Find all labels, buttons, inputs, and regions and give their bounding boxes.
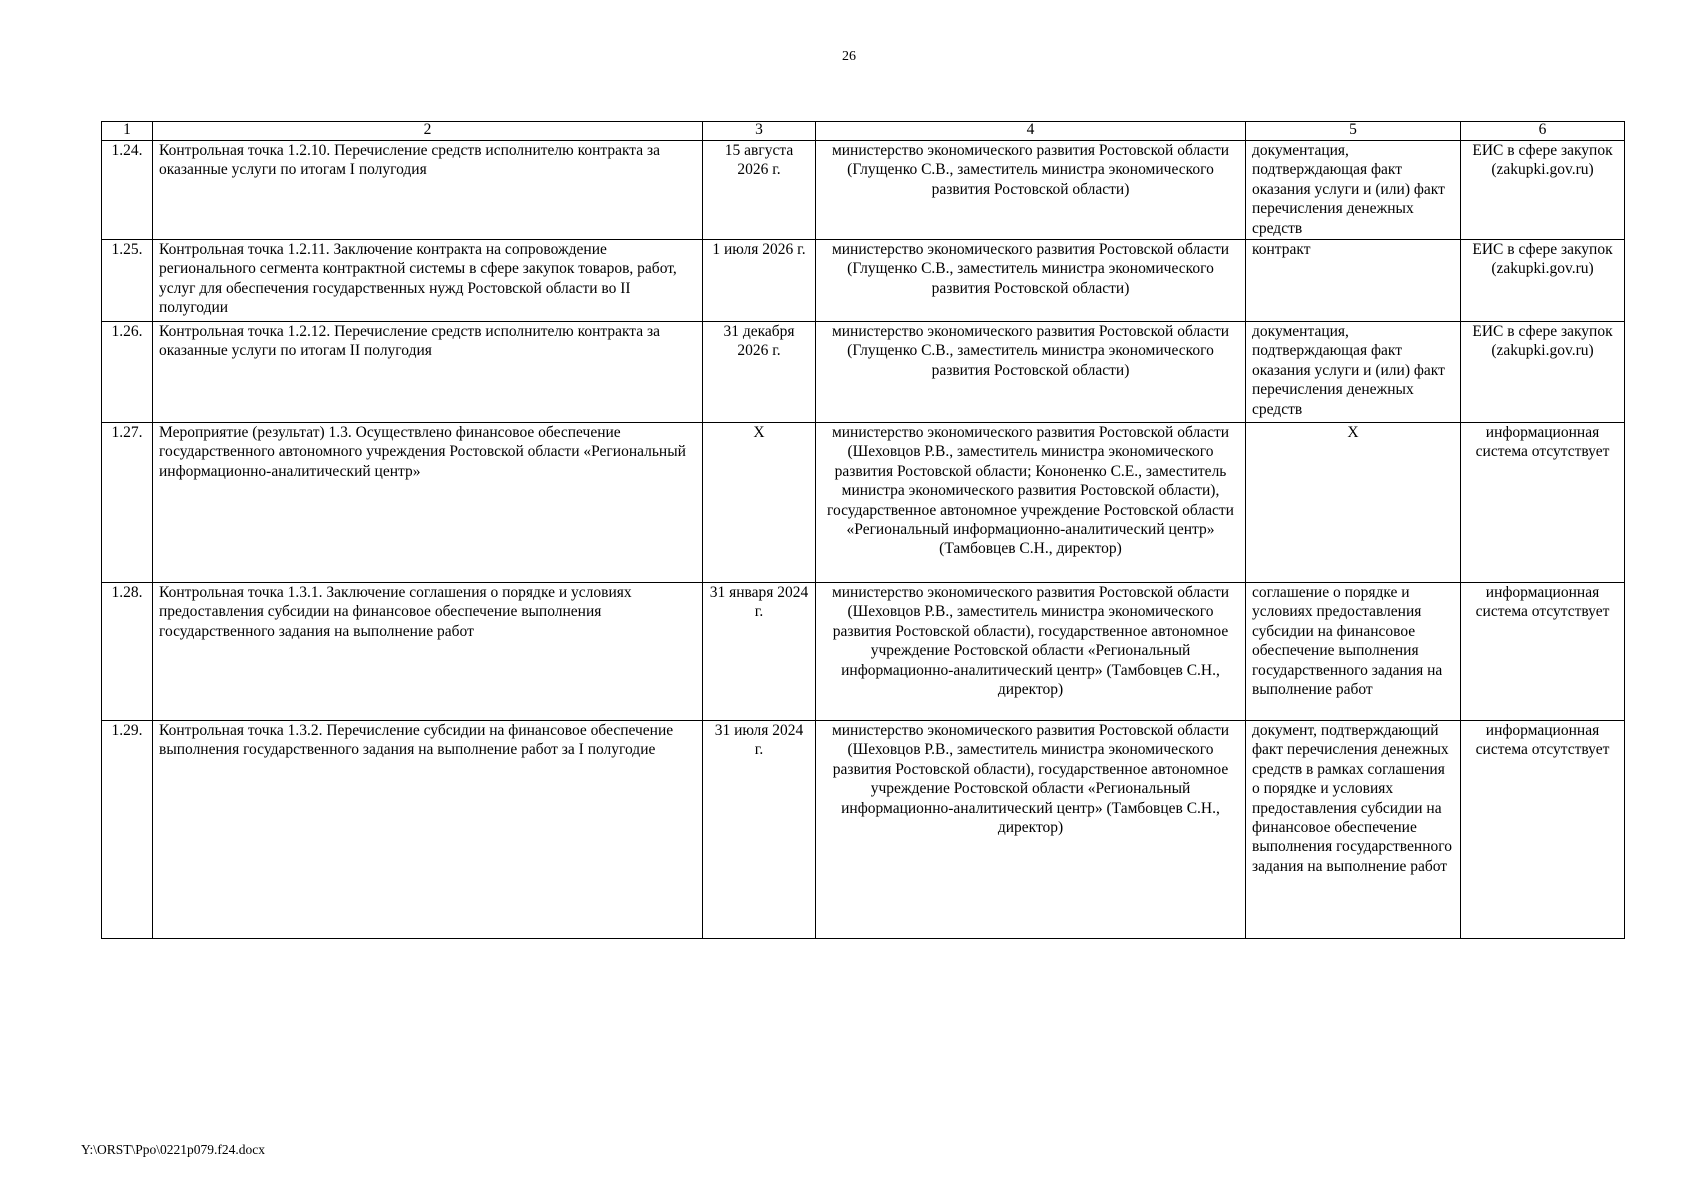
header-cell: 4: [816, 122, 1246, 141]
row-document: документация, подтверждающая факт оказания услуги и (или) факт перечисления денежных средств: [1246, 322, 1461, 423]
row-name: Контрольная точка 1.2.10. Перечисление средств исполнителю контракта за оказанные услуги по итогам I полугодия: [153, 141, 703, 240]
row-number: 1.25.: [102, 240, 153, 322]
row-date: 31 января 2024 г.: [703, 583, 816, 721]
row-document: документация, подтверждающая факт оказания услуги и (или) факт перечисления денежных средств: [1246, 141, 1461, 240]
row-system: информационная система отсутствует: [1461, 721, 1625, 939]
row-document: документ, подтверждающий факт перечисления денежных средств в рамках соглашения о порядке и условиях предоставления субсидии на финансовое обеспечение выполнения государственного задания на выполнение работ: [1246, 721, 1461, 939]
row-system: информационная система отсутствует: [1461, 583, 1625, 721]
header-cell: 3: [703, 122, 816, 141]
table-row: [102, 240, 1625, 322]
row-date: 1 июля 2026 г.: [703, 240, 816, 322]
row-responsible: министерство экономического развития Ростовской области (Шеховцов Р.В., заместитель министра экономического развития Ростовской области; Кононенко С.Е., заместитель министра экономического развития Ростовской области), государственное автономное учреждение Ростовской области «Региональный информационно-аналитический центр» (Тамбовцев С.Н., директор): [816, 423, 1246, 583]
row-responsible: министерство экономического развития Ростовской области (Шеховцов Р.В., заместитель министра экономического развития Ростовской области), государственное автономное учреждение Ростовской области «Региональный информационно-аналитический центр» (Тамбовцев С.Н., директор): [816, 721, 1246, 939]
row-number: 1.28.: [102, 583, 153, 721]
row-system: ЕИС в сфере закупок (zakupki.gov.ru): [1461, 240, 1625, 322]
row-number: 1.29.: [102, 721, 153, 939]
header-row: [102, 122, 1625, 141]
row-name: Контрольная точка 1.2.11. Заключение контракта на сопровождение регионального сегмента контрактной системы в сфере закупок товаров, работ, услуг для обеспечения государственных нужд Ростовской области во II полугодии: [153, 240, 703, 322]
row-document: контракт: [1246, 240, 1461, 322]
row-name: Контрольная точка 1.3.1. Заключение соглашения о порядке и условиях предоставления субсидии на финансовое обеспечение выполнения государственного задания на выполнение работ: [153, 583, 703, 721]
row-name: Контрольная точка 1.2.12. Перечисление средств исполнителю контракта за оказанные услуги по итогам II полугодия: [153, 322, 703, 423]
row-document: соглашение о порядке и условиях предоставления субсидии на финансовое обеспечение выполнения государственного задания на выполнение работ: [1246, 583, 1461, 721]
table-row: [102, 423, 1625, 583]
row-date: 15 августа 2026 г.: [703, 141, 816, 240]
row-responsible: министерство экономического развития Ростовской области (Глущенко С.В., заместитель министра экономического развития Ростовской области): [816, 141, 1246, 240]
row-number: 1.26.: [102, 322, 153, 423]
row-name: Контрольная точка 1.3.2. Перечисление субсидии на финансовое обеспечение выполнения государственного задания на выполнение работ за I полугодие: [153, 721, 703, 939]
row-responsible: министерство экономического развития Ростовской области (Глущенко С.В., заместитель министра экономического развития Ростовской области): [816, 322, 1246, 423]
row-date: 31 декабря 2026 г.: [703, 322, 816, 423]
table-row: [102, 322, 1625, 423]
header-cell: 1: [102, 122, 153, 141]
row-name: Мероприятие (результат) 1.3. Осуществлено финансовое обеспечение государственного автономного учреждения Ростовской области «Региональный информационно-аналитический центр»: [153, 423, 703, 583]
page-number: 26: [842, 49, 856, 64]
row-system: ЕИС в сфере закупок (zakupki.gov.ru): [1461, 322, 1625, 423]
table-row: [102, 721, 1625, 939]
table-row: [102, 141, 1625, 240]
row-number: 1.24.: [102, 141, 153, 240]
header-cell: 6: [1461, 122, 1625, 141]
row-date: X: [703, 423, 816, 583]
header-cell: 5: [1246, 122, 1461, 141]
row-date: 31 июля 2024 г.: [703, 721, 816, 939]
file-path-footer: Y:\ORST\Ppo\0221p079.f24.docx: [81, 1142, 266, 1157]
header-cell: 2: [153, 122, 703, 141]
plan-table: [101, 121, 1625, 939]
row-system: информационная система отсутствует: [1461, 423, 1625, 583]
row-number: 1.27.: [102, 423, 153, 583]
row-responsible: министерство экономического развития Ростовской области (Глущенко С.В., заместитель министра экономического развития Ростовской области): [816, 240, 1246, 322]
row-responsible: министерство экономического развития Ростовской области (Шеховцов Р.В., заместитель министра экономического развития Ростовской области), государственное автономное учреждение Ростовской области «Региональный информационно-аналитический центр» (Тамбовцев С.Н., директор): [816, 583, 1246, 721]
row-document: X: [1246, 423, 1461, 583]
table-row: [102, 583, 1625, 721]
row-system: ЕИС в сфере закупок (zakupki.gov.ru): [1461, 141, 1625, 240]
